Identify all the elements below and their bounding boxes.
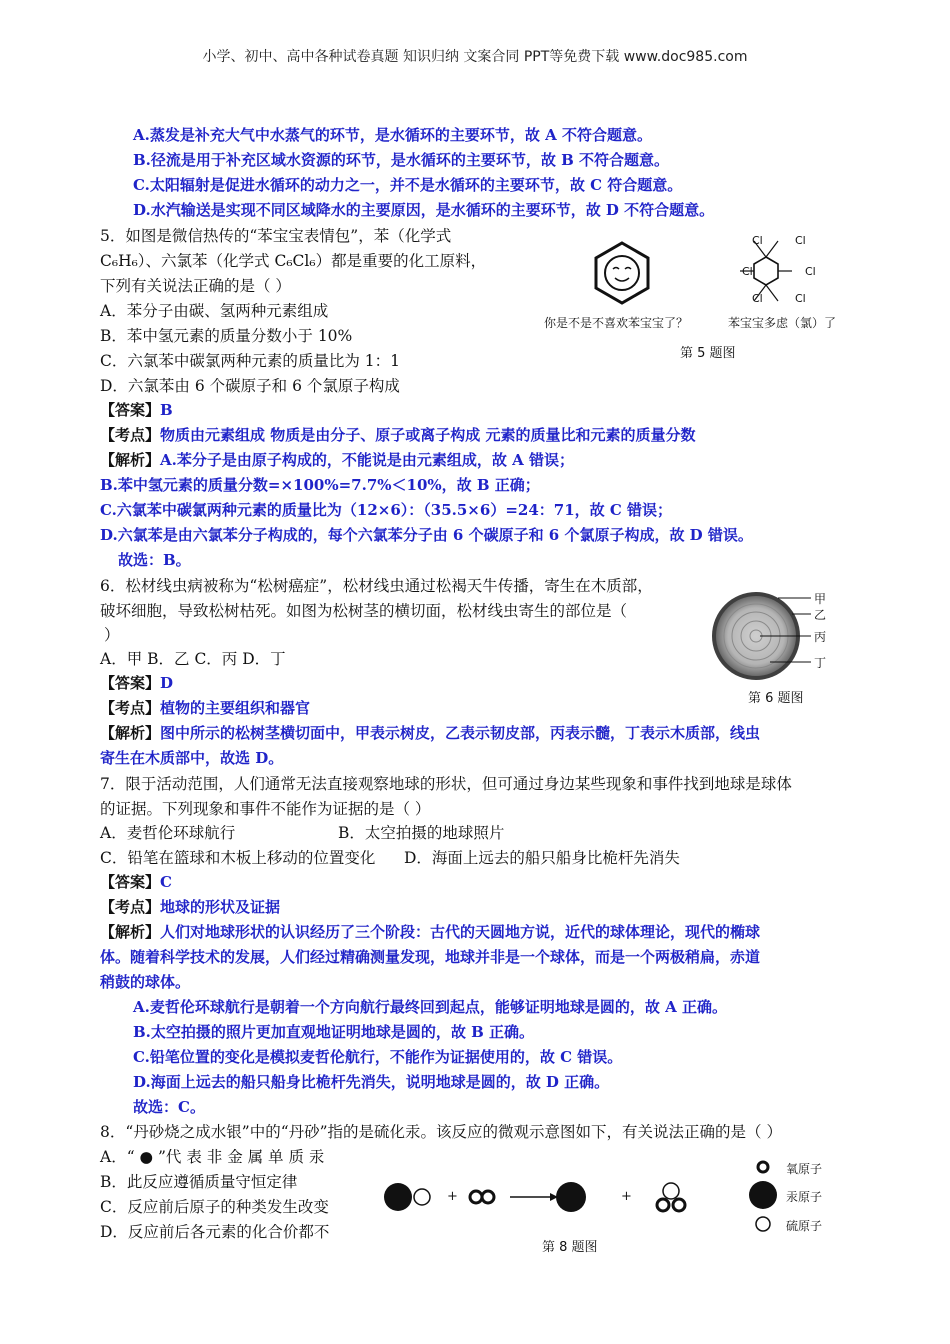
mercury-atom-icon — [556, 1182, 586, 1212]
q5-answer — [100, 399, 173, 420]
q6-label-bing: 丙 — [814, 630, 827, 644]
legend-mercury-icon — [749, 1181, 777, 1209]
q6-label-yi: 乙 — [814, 608, 827, 622]
arrow-icon — [510, 1193, 558, 1201]
q6-answer-tag: 【答案】 — [100, 674, 161, 692]
q8-reaction-diagram — [380, 1175, 710, 1225]
q5-caption-2: 苯宝宝多虑（氯）了 — [728, 316, 837, 330]
oxygen-molecule-icon — [470, 1191, 494, 1203]
benzene-face-icon — [596, 243, 648, 303]
q7-line-a: A.麦哲伦环球航行是朝着一个方向航行最终回到起点，能够证明地球是圆的，故 A 正确。 — [133, 998, 727, 1016]
q6-point-text: 植物的主要组织和器官 — [160, 699, 311, 717]
q8-figure-title: 第 8 题图 — [542, 1240, 598, 1255]
q7-choice: 故选：C。 — [133, 1098, 205, 1116]
q8-option-d: D．反应前后各元素的化合价都不 — [100, 1223, 330, 1241]
cl-label-6: Cl — [795, 292, 806, 305]
cl-label-2: Cl — [795, 234, 806, 247]
q7-point-tag: 【考点】 — [100, 898, 161, 916]
q7-analysis-1-text: 人们对地球形状的认识经历了三个阶段：古代的天圆地方说，近代的球体理论，现代的椭球 — [160, 923, 761, 941]
q8-option-c: C．反应前后原子的种类发生改变 — [100, 1198, 329, 1216]
q5-point — [100, 424, 695, 445]
q8-stem: 8．“丹砂烧之成水银”中的“丹砂”指的是硫化汞。该反应的微观示意图如下，有关说法正确的是（ ） — [100, 1123, 782, 1141]
q7-analysis-2: 体。随着科学技术的发展，人们经过精确测量发现，地球并非是一个球体，而是一个两极稍扁，赤道 — [100, 948, 761, 966]
q8-option-b: B．此反应遵循质量守恒定律 — [100, 1173, 298, 1191]
sulfur-dioxide-molecule-icon — [657, 1183, 685, 1211]
q7-answer-tag: 【答案】 — [100, 873, 161, 891]
q5-analysis-a-text: A.苯分子是由原子构成的，不能说是由元素组成，故 A 错误； — [160, 451, 574, 469]
prev-line-b: B.径流是用于补充区域水资源的环节，是水循环的主要环节，故 B 不符合题意。 — [133, 151, 670, 169]
q7-option-b: B．太空拍摄的地球照片 — [338, 824, 505, 842]
q5-stem-3: 下列有关说法正确的是（ ） — [100, 277, 291, 295]
q7-line-d: D.海面上远去的船只船身比桅杆先消失，说明地球是圆的，故 D 正确。 — [133, 1073, 610, 1091]
q7-line-c: C.铅笔位置的变化是模拟麦哲伦航行，不能作为证据使用的，故 C 错误。 — [133, 1048, 623, 1066]
q6-analysis-1 — [100, 722, 760, 743]
q6-analysis-1-text: 图中所示的松树茎横切面中，甲表示树皮，乙表示韧皮部，丙表示髓，丁表示木质部，线虫 — [160, 724, 761, 742]
q7-option-a: A．麦哲伦环球航行 — [100, 824, 236, 842]
q7-stem-1: 7．限于活动范围，人们通常无法直接观察地球的形状，但可通过身边某些现象和事件找到地球是球体 — [100, 775, 792, 793]
q5-answer-tag: 【答案】 — [100, 401, 161, 419]
q7-point — [100, 896, 280, 917]
prev-line-d: D.水汽输送是实现不同区域降水的主要原因，是水循环的主要环节，故 D 不符合题意。 — [133, 201, 715, 219]
q6-answer-value: D — [160, 674, 174, 692]
q5-figure-title: 第 5 题图 — [680, 346, 736, 361]
q7-analysis-1 — [100, 921, 760, 942]
q7-answer-value: C — [160, 873, 172, 891]
mercury-sulfide-molecule-icon — [384, 1183, 430, 1211]
q7-point-text: 地球的形状及证据 — [160, 898, 281, 916]
q7-analysis-3: 稍鼓的球体。 — [100, 973, 191, 991]
q6-analysis-2: 寄生在木质部中，故选 D。 — [100, 749, 284, 767]
legend-mercury-label: 汞原子 — [786, 1190, 823, 1204]
q7-option-d: D．海面上远去的船只船身比桅杆先消失 — [404, 849, 680, 867]
q5-point-text: 物质由元素组成 物质是由分子、原子或离子构成 元素的质量比和元素的质量分数 — [160, 426, 696, 444]
q5-option-a: A．苯分子由碳、氢两种元素组成 — [100, 302, 329, 320]
q5-analysis-c: C.六氯苯中碳氯两种元素的质量比为（12×6）：（35.5×6）=24：71，故 C 错误； — [100, 501, 673, 519]
legend-oxygen-label: 氧原子 — [786, 1162, 823, 1176]
q5-analysis-a — [100, 449, 574, 470]
q7-answer — [100, 871, 172, 892]
q8-legend — [745, 1155, 785, 1245]
q5-stem-1: 5．如图是微信热传的“苯宝宝表情包”，苯（化学式 — [100, 227, 452, 245]
cl-label-1: Cl — [752, 234, 763, 247]
q8-plus-1: + — [447, 1189, 458, 1204]
q5-analysis-d: D.六氯苯是由六氯苯分子构成的，每个六氯苯分子由 6 个碳原子和 6 个氯原子构成，故 D 错误。 — [100, 526, 753, 544]
cl-label-3: Cl — [742, 265, 753, 278]
legend-sulfur-label: 硫原子 — [786, 1219, 823, 1233]
q8-plus-2: + — [621, 1189, 632, 1204]
q5-point-tag: 【考点】 — [100, 426, 161, 444]
q6-options: A．甲 B．乙 C．丙 D．丁 — [100, 650, 286, 668]
q6-point-tag: 【考点】 — [100, 699, 161, 717]
legend-sulfur-icon — [756, 1217, 770, 1231]
q7-analysis-tag: 【解析】 — [100, 923, 161, 941]
q5-stem-2: C₆H₆）、六氯苯（化学式 C₆Cl₆）都是重要的化工原料， — [100, 252, 487, 270]
prev-line-c: C.太阳辐射是促进水循环的动力之一，并不是水循环的主要环节，故 C 符合题意。 — [133, 176, 683, 194]
q6-analysis-tag: 【解析】 — [100, 724, 161, 742]
q5-option-d: D．六氯苯由 6 个碳原子和 6 个氯原子构成 — [100, 377, 400, 395]
q5-answer-value: B — [160, 401, 173, 419]
q8-option-a: A．“ ● ”代 表 非 金 属 单 质 汞 — [100, 1148, 325, 1166]
q6-stem-2: 破坏细胞，导致松树枯死。如图为松树茎的横切面，松材线虫寄生的部位是（ — [100, 602, 628, 620]
q6-label-ding: 丁 — [814, 656, 827, 670]
q6-point — [100, 697, 310, 718]
site-header: 小学、初中、高中各种试卷真题 知识归纳 文案合同 PPT等免费下载 www.doc985.com — [202, 49, 748, 65]
q6-answer — [100, 672, 173, 693]
q6-figure-title: 第 6 题图 — [748, 691, 804, 706]
q5-analysis-tag: 【解析】 — [100, 451, 161, 469]
q7-stem-2: 的证据。下列现象和事件不能作为证据的是（ ） — [100, 800, 431, 818]
q5-analysis-b: B.苯中氢元素的质量分数=×100%=7.7%＜10%，故 B 正确； — [100, 476, 540, 494]
q5-choice: 故选：B。 — [118, 551, 191, 569]
q6-stem-1: 6．松材线虫病被称为“松树癌症”，松材线虫通过松褐天牛传播，寄生在木质部， — [100, 577, 653, 595]
prev-line-a: A.蒸发是补充大气中水蒸气的环节，是水循环的主要环节，故 A 不符合题意。 — [133, 126, 652, 144]
q5-option-b: B．苯中氢元素的质量分数小于 10% — [100, 327, 353, 345]
cl-label-4: Cl — [805, 265, 816, 278]
q5-caption-1: 你是不是不喜欢苯宝宝了？ — [544, 316, 689, 330]
q7-line-b: B.太空拍摄的照片更加直观地证明地球是圆的，故 B 正确。 — [133, 1023, 535, 1041]
q7-option-c: C．铅笔在篮球和木板上移动的位置变化 — [100, 849, 376, 867]
q5-option-c: C．六氯苯中碳氯两种元素的质量比为 1：1 — [100, 352, 401, 370]
legend-oxygen-icon — [758, 1162, 768, 1172]
q6-stem-3: ） — [104, 626, 120, 644]
cl-label-5: Cl — [752, 292, 763, 305]
q6-label-jia: 甲 — [814, 592, 827, 606]
